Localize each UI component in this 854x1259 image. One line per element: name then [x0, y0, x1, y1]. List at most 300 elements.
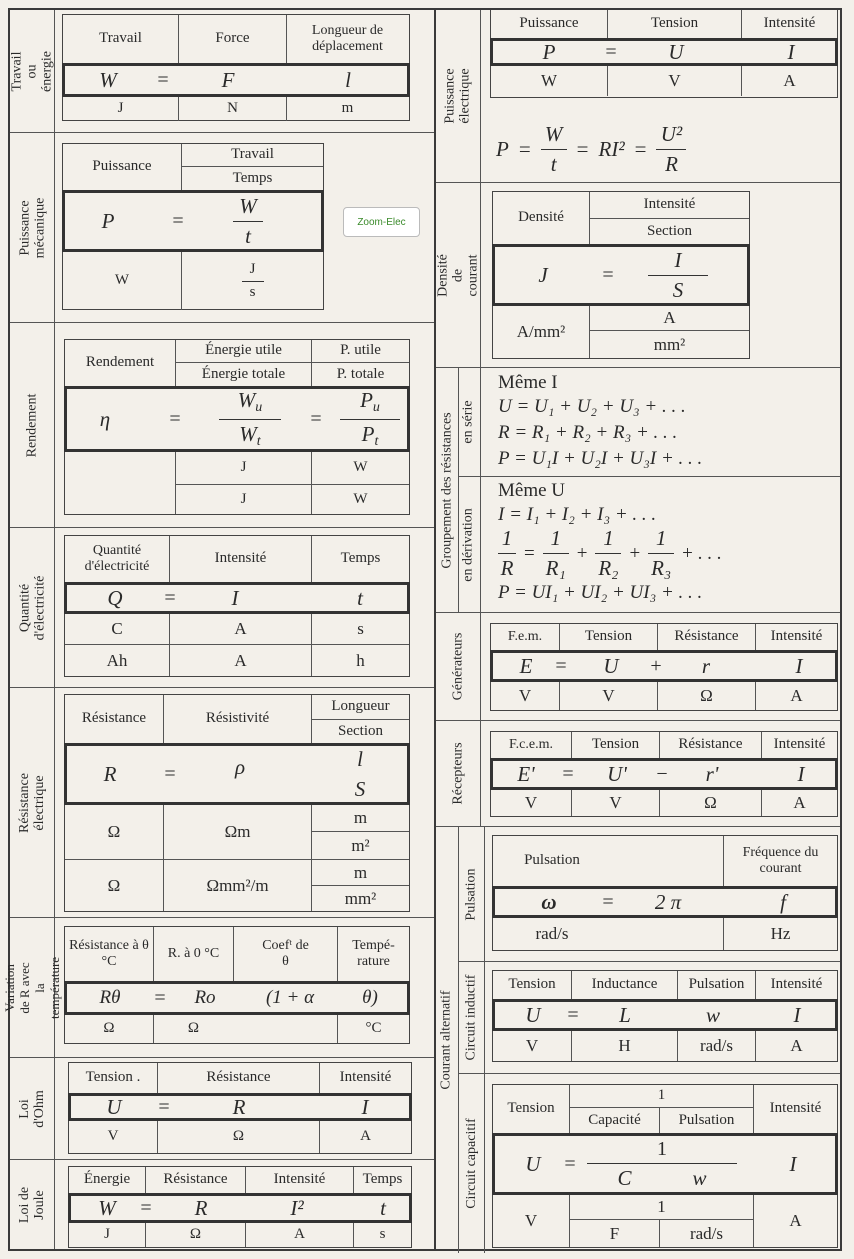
header-cell: 1: [569, 1085, 753, 1107]
header-cell: Intensité: [169, 536, 311, 582]
formula-fraction: [215, 386, 285, 452]
unit-cell: s: [353, 1223, 411, 1247]
unit-cell: mm²: [311, 885, 409, 911]
header-cell: Puissance: [519, 15, 579, 32]
numerator: U²: [660, 122, 683, 146]
section-label: Loi d'Ohm: [17, 1089, 47, 1128]
header-cell: Pulsation: [659, 1107, 753, 1133]
unit-cell: m²: [311, 831, 409, 859]
formula-symbol: =: [602, 890, 614, 913]
denominator: S: [672, 277, 684, 302]
formula-symbol: =: [576, 137, 589, 161]
header-cell: R. à 0 °C: [153, 927, 233, 981]
header-cell: Tempé-rature: [337, 927, 409, 981]
header-cell: Travail: [181, 144, 323, 166]
formula-symbol: I: [795, 653, 803, 678]
unit-cell: Ω: [65, 859, 163, 911]
recepteurs-table: [490, 731, 838, 817]
joule-table: [68, 1166, 412, 1248]
formula-symbol: t: [380, 1195, 386, 1220]
unit-cell: A: [245, 1223, 353, 1247]
formula-symbol: =: [634, 137, 647, 161]
formula-symbol: P: [101, 208, 115, 233]
unit-cell: °C: [337, 1015, 409, 1043]
header-cell: Pulsation: [524, 852, 580, 869]
section-label-col: [436, 368, 459, 612]
unit-cell: V: [107, 1128, 119, 1145]
formula-symbol: I²: [290, 1195, 304, 1220]
section-circuit-inductif: [458, 962, 840, 1074]
formula-symbol: ρ: [234, 754, 246, 779]
formula-symbol: U': [607, 761, 627, 786]
header-cell: Tension: [559, 624, 657, 650]
unit-cell: A: [761, 790, 837, 816]
variation-table: [64, 926, 410, 1044]
unit-cell: mm²: [589, 330, 749, 358]
header-cell: Tension: [571, 732, 659, 758]
formula-symbol: =: [164, 762, 176, 785]
pelec-table: [490, 10, 838, 98]
formula-symbol: +: [650, 654, 662, 677]
unit-cell: F: [569, 1219, 659, 1247]
formula-symbol: =: [562, 762, 574, 785]
section-label-col: [436, 613, 481, 720]
formula-symbol: J: [538, 262, 548, 287]
numerator: 1: [655, 526, 667, 550]
subscript: t: [256, 433, 261, 449]
pulsation-table: [492, 835, 838, 951]
section-label: Résistance électrique: [17, 772, 47, 833]
section-loi-ohm: [10, 1058, 434, 1160]
section-label: Variation de R avec la température: [2, 956, 62, 1019]
header-cell: Longueur: [311, 695, 409, 719]
unit-fraction-cell: [181, 252, 323, 310]
section-loi-joule: [10, 1160, 434, 1249]
formula-symbol: Rθ: [99, 987, 121, 1009]
serie-label-wrap: [458, 368, 480, 477]
header-cell: Résistance: [659, 732, 761, 758]
densite-table: [492, 191, 750, 359]
quantite-table: [64, 535, 410, 677]
formula-symbol: P: [496, 137, 509, 161]
unit-cell: Ω: [145, 1223, 245, 1247]
deriv-label: en dérivation: [461, 507, 477, 582]
unit-cell: W: [311, 452, 409, 484]
header-cell: Tension: [507, 1100, 555, 1117]
deriv-fraction-line: [498, 526, 721, 581]
formula-symbol: E: [519, 653, 533, 678]
denominator: R: [500, 556, 514, 580]
formula-symbol: F: [221, 67, 235, 92]
section-densite-courant: [436, 183, 840, 368]
unit-cell: W: [540, 71, 558, 91]
section-quantite-electricite: [10, 528, 434, 688]
formula-fraction: [223, 190, 273, 252]
unit-cell: V: [571, 790, 659, 816]
formula-symbol: =: [154, 986, 166, 1009]
generateurs-table: [490, 623, 838, 711]
unit-cell: V: [607, 66, 741, 96]
unit-cell: Ω: [107, 822, 121, 842]
formula-symbol: I: [361, 1094, 369, 1119]
unit-cell: rad/s: [535, 924, 569, 944]
formula-symbol: =: [564, 1152, 576, 1175]
formula-symbol: =: [157, 68, 169, 91]
formula-symbol: I: [797, 761, 805, 786]
travail-table: [62, 14, 410, 121]
formula-fraction: [587, 1133, 737, 1195]
denominator: s: [249, 283, 256, 300]
resistance-table: [64, 694, 410, 912]
formula-symbol: =: [555, 654, 567, 677]
unit-cell: Ω: [103, 1020, 115, 1037]
numerator: W: [239, 194, 257, 219]
header-cell: F.c.e.m.: [509, 736, 553, 752]
denominator: w: [692, 1165, 707, 1190]
formula-symbol: R: [194, 1195, 208, 1220]
unit-cell: rad/s: [659, 1219, 753, 1247]
deriv-line: I = I₁ + I₂ + I₃ + . . .: [498, 504, 657, 525]
section-label: Puissance électrique: [443, 68, 473, 124]
unit-cell: s: [311, 614, 409, 644]
header-cell: P. totale: [311, 362, 409, 386]
formula-symbol: t: [357, 585, 363, 610]
section-label-col: [10, 1160, 55, 1249]
header-cell: Résistance à θ °C: [69, 937, 149, 969]
unit-cell: W: [114, 272, 130, 289]
header-cell: Tension: [607, 10, 741, 38]
unit-cell: Ω: [157, 1121, 319, 1153]
numerator: W: [544, 122, 563, 146]
formula-symbol: =: [169, 407, 181, 430]
header-cell: Puissance: [92, 158, 152, 175]
pmeca-table: [62, 143, 324, 310]
header-cell: Résistivité: [163, 695, 311, 743]
numerator: P: [360, 388, 373, 413]
unit-cell: A: [169, 644, 311, 676]
formula-symbol: l: [357, 746, 363, 771]
header-cell: Longueur de déplacement: [286, 15, 408, 63]
header-cell: F.e.m.: [507, 628, 543, 644]
courant-alternatif-col: [436, 827, 459, 1253]
formula-symbol: U: [525, 1151, 541, 1176]
header-cell: Section: [311, 719, 409, 743]
section-label-col: [436, 721, 481, 826]
unit-cell: m: [311, 859, 409, 885]
unit-cell: m: [311, 805, 409, 831]
denominator: C: [617, 1165, 632, 1190]
section-label: Puissance mécanique: [17, 197, 48, 258]
header-cell: Travail: [99, 30, 142, 47]
puissance-formula: [496, 122, 686, 177]
formula-symbol: U: [106, 1094, 122, 1119]
unit-cell: Ω: [657, 682, 755, 710]
header-cell: Quantité d'électricité: [84, 542, 150, 574]
section-label-col: [458, 1074, 485, 1253]
header-cell: Coefᵗ de θ: [233, 927, 337, 981]
unit-cell: A: [589, 306, 749, 330]
serie-line: P = U₁I + U₂I + U₃I + . . .: [498, 448, 703, 469]
header-cell: Rendement: [85, 354, 155, 371]
section-variation-r: [2, 918, 434, 1058]
operator: =: [524, 542, 535, 564]
formula-symbol: f: [780, 889, 786, 914]
section-label-col: [458, 827, 485, 961]
subscript: u: [372, 400, 380, 416]
formula-symbol: ω: [541, 889, 557, 914]
header-cell: Résistance: [657, 624, 755, 650]
deriv-label-wrap: [458, 476, 480, 613]
unit-cell: J: [175, 452, 311, 484]
unit-cell: V: [525, 1036, 539, 1056]
header-cell: P. utile: [311, 340, 409, 362]
header-cell: Résistance: [81, 710, 147, 727]
formula-symbol: W: [99, 67, 117, 92]
operator: +: [629, 542, 641, 564]
formula-symbol: Q: [107, 585, 123, 610]
unit-cell: C: [111, 619, 123, 639]
formula-symbol: I: [793, 1002, 801, 1027]
rendement-table: [64, 339, 410, 515]
header-cell: Temps: [311, 536, 409, 582]
unit-cell: V: [559, 682, 657, 710]
formula-symbol: (1 + α: [265, 987, 315, 1009]
formula-symbol: l: [345, 67, 351, 92]
header-cell: Inductance: [571, 971, 677, 999]
section-generateurs: [436, 613, 840, 721]
header-cell: Tension .: [85, 1069, 141, 1086]
section-label: Circuit inductif: [463, 974, 479, 1061]
unit-cell: A: [753, 1195, 837, 1247]
section-label-col: [10, 323, 55, 527]
unit-cell: rad/s: [677, 1031, 755, 1061]
numerator: J: [249, 261, 256, 278]
sublabel-col: [458, 368, 481, 612]
header-cell: Énergie utile: [175, 340, 311, 362]
formula-symbol: 2 π: [654, 889, 682, 914]
ohm-table: [68, 1062, 412, 1154]
section-label: Quantité d'électricité: [17, 575, 48, 640]
formula-symbol: η: [99, 406, 111, 431]
formula-sheet: [2, 8, 842, 1251]
section-label-col: [2, 918, 62, 1057]
denominator: t: [245, 223, 251, 248]
section-resistance-electrique: [10, 688, 434, 918]
unit-cell: A: [755, 682, 837, 710]
header-cell: Énergie totale: [175, 362, 311, 386]
formula-symbol: =: [158, 1095, 170, 1118]
header-cell: Temps: [181, 166, 323, 190]
header-cell: Intensité: [589, 192, 749, 218]
section-label: Récepteurs: [450, 742, 466, 805]
denominator: R₂: [598, 556, 619, 580]
formula-symbol: I: [789, 1151, 797, 1176]
deriv-line: P = UI₁ + UI₂ + UI₃ + . . .: [498, 582, 703, 603]
serie-line: U = U₁ + U₂ + U₃ + . . .: [498, 396, 686, 417]
section-recepteurs: [436, 721, 840, 827]
header-cell: Intensité: [319, 1063, 411, 1093]
header-cell: Tension: [508, 976, 556, 993]
formula-symbol: W: [98, 1195, 116, 1220]
subscript: u: [255, 400, 263, 416]
header-cell: Intensité: [753, 1085, 837, 1133]
unit-cell: m: [286, 97, 408, 121]
header-cell: Intensité: [245, 1167, 353, 1193]
section-label: Circuit capacitif: [463, 1118, 479, 1209]
formula-symbol: =: [518, 137, 531, 161]
formula-symbol: =: [164, 586, 176, 609]
section-label-col: [10, 528, 55, 687]
unit-cell: Ω: [153, 1015, 233, 1043]
denominator: P: [361, 421, 375, 446]
header-cell: Capacité: [569, 1107, 659, 1133]
section-label: Travail ou énergie: [9, 50, 55, 92]
numerator: 1: [603, 526, 614, 550]
formula-symbol: =: [310, 407, 322, 430]
section-label-col: [458, 962, 485, 1073]
unit-cell: V: [524, 1211, 538, 1231]
denominator: R₁: [545, 556, 566, 580]
section-label-col: [10, 688, 55, 917]
unit-cell: J: [104, 1226, 110, 1243]
section-label: Groupement des résistances: [439, 411, 455, 569]
numerator: 1: [657, 1137, 667, 1160]
unit-cell: A/mm²: [516, 322, 566, 342]
unit-cell: h: [311, 644, 409, 676]
unit-cell: Hz: [723, 918, 837, 950]
section-label-col: [436, 10, 481, 182]
formula-symbol: RI²: [598, 137, 625, 161]
unit-cell: J: [175, 484, 311, 514]
formula-symbol: =: [140, 1196, 152, 1219]
formula-symbol: L: [619, 1002, 631, 1027]
section-rendement: [10, 323, 434, 528]
unit-cell: J: [117, 100, 124, 117]
unit-cell: Ah: [65, 644, 169, 676]
formula-symbol: =: [605, 40, 617, 63]
watermark-text: Zoom-Elec: [357, 216, 406, 228]
formula-symbol: r': [705, 761, 719, 786]
formula-symbol: R: [232, 1094, 246, 1119]
section-label-col: [10, 133, 55, 322]
unit-cell: A: [741, 66, 837, 96]
header-cell: Résistance: [157, 1063, 319, 1093]
serie-line: Même I: [498, 372, 558, 393]
header-cell: Pulsation: [677, 971, 755, 999]
formula-symbol: U: [668, 39, 684, 64]
unit-cell: A: [169, 614, 311, 644]
unit-cell: V: [524, 793, 538, 813]
formula-fraction: [335, 386, 405, 452]
denominator: R: [665, 152, 678, 176]
formula-symbol: =: [172, 209, 184, 232]
header-cell: Temps: [353, 1167, 411, 1193]
header-cell: Intensité: [741, 10, 837, 38]
section-label-col: [436, 183, 481, 367]
numerator: W: [237, 388, 256, 413]
header-cell: Densité: [518, 209, 564, 226]
unit-cell: V: [518, 686, 532, 706]
unit-cell: Ωm: [163, 805, 311, 859]
section-travail: [10, 10, 434, 133]
section-puissance-electrique: [436, 10, 840, 183]
operator: + . . .: [682, 542, 722, 564]
numerator: I: [674, 248, 682, 273]
formula-symbol: r: [701, 653, 711, 678]
section-label: Pulsation: [463, 867, 479, 921]
subscript: t: [374, 433, 379, 449]
section-groupement: [436, 368, 840, 613]
formula-fraction: [656, 122, 686, 177]
numerator: 1: [501, 526, 513, 550]
header-cell: Intensité: [755, 624, 837, 650]
formula-symbol: P: [542, 39, 556, 64]
formula-fraction: [633, 244, 723, 306]
unit-cell: H: [571, 1031, 677, 1061]
section-label: Densité de courant: [435, 253, 481, 297]
unit-cell: N: [178, 97, 286, 121]
unit-cell: Ωmm²/m: [163, 859, 311, 911]
header-cell: Fréquence du courant: [723, 836, 837, 886]
serie-divider: [480, 476, 840, 477]
deriv-line: Même U: [498, 480, 566, 501]
serie-line: R = R₁ + R₂ + R₃ + . . .: [498, 422, 678, 443]
section-label: Loi de Joule: [17, 1186, 47, 1223]
header-cell: Section: [589, 218, 749, 244]
header-cell: Intensité: [761, 732, 837, 758]
formula-symbol: w: [705, 1002, 720, 1027]
section-label-col: [10, 1058, 55, 1159]
section-label-col: [10, 10, 55, 132]
operator: +: [576, 542, 588, 564]
unit-cell: A: [319, 1121, 411, 1153]
section-label: Courant alternatif: [439, 990, 455, 1090]
formula-symbol: −: [656, 762, 668, 785]
header-cell: Force: [178, 15, 286, 63]
capacitif-table: [492, 1084, 838, 1248]
unit-cell: A: [755, 1031, 837, 1061]
formula-symbol: S: [354, 776, 366, 801]
formula-symbol: I: [787, 39, 795, 64]
unit-cell: 1: [569, 1195, 753, 1219]
formula-symbol: U: [603, 653, 619, 678]
serie-label: en série: [461, 400, 476, 444]
section-circuit-capacitif: [458, 1074, 840, 1253]
denominator: R₃: [651, 556, 672, 580]
header-cell: Énergie: [83, 1171, 131, 1188]
section-label: Générateurs: [450, 632, 466, 701]
section-label: Rendement: [24, 393, 40, 457]
formula-symbol: U: [525, 1002, 541, 1027]
formula-symbol: I: [231, 585, 239, 610]
denominator: t: [550, 152, 557, 176]
section-pulsation: [458, 827, 840, 962]
formula-symbol: E': [517, 761, 535, 786]
header-cell: Résistance: [145, 1167, 245, 1193]
unit-cell: W: [311, 484, 409, 514]
formula-symbol: θ): [362, 987, 378, 1009]
formula-symbol: Ro: [194, 987, 216, 1009]
header-cell: Intensité: [755, 971, 837, 999]
watermark-logo: [343, 207, 420, 237]
formula-fraction: [541, 122, 567, 177]
denominator: W: [239, 421, 257, 446]
inductif-table: [492, 970, 838, 1062]
unit-cell: Ω: [659, 790, 761, 816]
numerator: 1: [550, 526, 561, 550]
formula-symbol: R: [103, 761, 117, 786]
formula-symbol: =: [602, 263, 614, 286]
